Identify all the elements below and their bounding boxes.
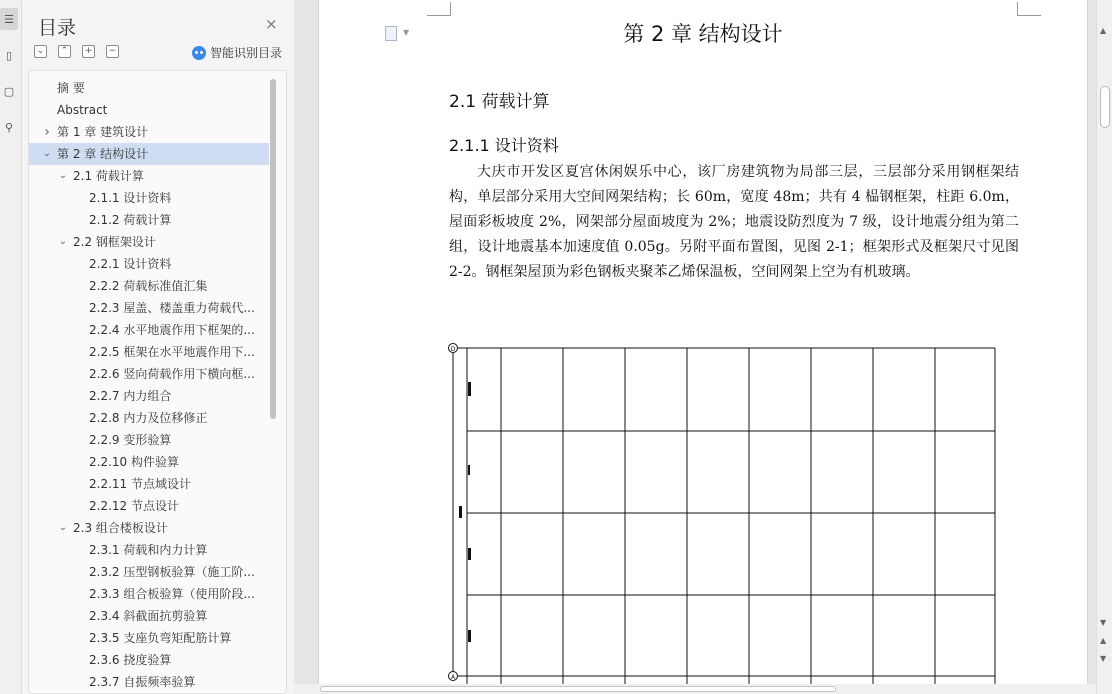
remove-item-button[interactable]: − (106, 45, 119, 58)
toc-item[interactable] (29, 583, 269, 605)
page-up-icon[interactable]: ▲ (1100, 636, 1107, 645)
axis-label-bottom: A (450, 674, 456, 681)
toc-tree (28, 70, 287, 694)
toc-item-label: 2.3.6 挠度验算 (89, 653, 172, 667)
toc-item[interactable] (29, 165, 269, 187)
toc-item[interactable] (29, 627, 269, 649)
outline-icon[interactable]: ☰ (0, 8, 18, 30)
toc-item-label: 2.3.7 自振频率验算 (89, 675, 196, 689)
vertical-scrollbar[interactable] (1096, 0, 1112, 694)
toc-item-label: 2.2.7 内力组合 (89, 389, 172, 403)
toc-item-label: 2.2.5 框架在水平地震作用下... (89, 345, 255, 359)
toc-item[interactable] (29, 649, 269, 671)
toc-item-label: 2.3.4 斜截面抗剪验算 (89, 609, 208, 623)
dimension-mark (459, 506, 462, 518)
toc-item-label: 2.2.10 构件验算 (89, 455, 179, 469)
toc-item[interactable] (29, 231, 269, 253)
chevron-right-icon[interactable]: › (44, 124, 50, 140)
toc-item-label: 第 1 章 建筑设计 (57, 125, 149, 139)
chevron-down-icon[interactable]: ⌄ (58, 170, 68, 181)
toc-item[interactable] (29, 143, 269, 165)
toc-item-label: 2.3.3 组合板验算（使用阶段... (89, 587, 255, 601)
toc-item-label: 第 2 章 结构设计 (57, 147, 149, 161)
toc-item-label: 2.3.1 荷载和内力计算 (89, 543, 208, 557)
toc-list (29, 77, 269, 693)
document-page (318, 0, 1088, 684)
toc-item[interactable] (29, 77, 269, 99)
toc-panel (22, 0, 294, 694)
scroll-up-icon[interactable]: ▲ (1100, 26, 1107, 35)
floor-plan-figure (447, 340, 1017, 684)
chevron-down-icon[interactable]: ⌄ (42, 148, 52, 159)
toc-item-label: 2.2.8 内力及位移修正 (89, 411, 208, 425)
side-icon-strip (0, 0, 22, 694)
toc-item-label: 2.2.4 水平地震作用下框架的... (89, 323, 255, 337)
chapter-title: 第 2 章 结构设计 (623, 22, 783, 46)
toc-item-label: Abstract (57, 103, 108, 117)
toc-scrollbar[interactable] (270, 79, 276, 419)
smart-toc-label: 智能识别目录 (210, 46, 283, 60)
toc-item[interactable] (29, 517, 269, 539)
smart-toc-button[interactable] (192, 44, 282, 61)
margin-corner-mark (1017, 2, 1041, 16)
toc-item-label: 2.1.1 设计资料 (89, 191, 172, 205)
toc-item-label: 2.2.11 节点域设计 (89, 477, 191, 491)
toc-item-label: 2.2.12 节点设计 (89, 499, 179, 513)
expand-all-button[interactable]: ⌃ (58, 45, 71, 58)
close-icon[interactable]: × (265, 15, 278, 33)
toc-item[interactable] (29, 297, 269, 319)
toc-item-label: 2.1 荷载计算 (73, 169, 144, 183)
toc-item[interactable] (29, 385, 269, 407)
page-icon[interactable]: ▢ (3, 84, 15, 98)
bookmark-icon[interactable]: ▯ (5, 48, 13, 62)
toc-item[interactable] (29, 561, 269, 583)
dimension-mark (468, 630, 471, 642)
page-down-icon[interactable]: ▼ (1100, 654, 1107, 663)
horizontal-scroll-thumb[interactable] (320, 686, 836, 692)
toc-item-label: 2.2.3 屋盖、楼盖重力荷载代... (89, 301, 255, 315)
scroll-down-icon[interactable]: ▼ (1100, 618, 1107, 627)
toc-item[interactable] (29, 121, 269, 143)
toc-item[interactable] (29, 363, 269, 385)
toc-item-label: 2.2.9 变形验算 (89, 433, 172, 447)
ai-robot-icon (192, 46, 206, 60)
toc-item[interactable] (29, 275, 269, 297)
chevron-down-icon[interactable]: ▼ (403, 28, 410, 37)
margin-corner-mark (427, 2, 451, 16)
toc-item-label: 摘 要 (57, 81, 85, 95)
toc-item[interactable] (29, 209, 269, 231)
document-area (294, 0, 1096, 684)
toc-item[interactable] (29, 319, 269, 341)
toc-title: 目录 (38, 17, 77, 39)
toc-item-label: 2.2 钢框架设计 (73, 235, 156, 249)
toc-item[interactable] (29, 341, 269, 363)
vertical-scroll-thumb[interactable] (1100, 86, 1110, 128)
add-item-button[interactable]: + (82, 45, 95, 58)
chevron-down-icon[interactable]: ⌄ (58, 236, 68, 247)
toc-item[interactable] (29, 407, 269, 429)
dimension-mark (468, 548, 471, 560)
toc-item-label: 2.2.2 荷载标准值汇集 (89, 279, 208, 293)
section-title: 2.1 荷载计算 (449, 92, 550, 112)
toc-item[interactable] (29, 253, 269, 275)
toc-item[interactable] (29, 451, 269, 473)
search-icon[interactable]: ⚲ (4, 120, 14, 134)
toc-item[interactable] (29, 671, 269, 693)
toc-item[interactable] (29, 473, 269, 495)
body-paragraph: 大庆市开发区夏宫休闲娱乐中心，该厂房建筑物为局部三层，三层部分采用钢框架结构，单层部分采用大空间网架结构；长 60m，宽度 48m；共有 4 榀钢框架，柱距 6.0m，屋面彩板坡度 2%，网架部分屋面坡度为 2%；地震设防烈度为 7 级，设计地震分组为第二组，设计地震基本加速度值 0.05g。另附平面布置图，见图 2-1；框架形式及框架尺寸见图 2-2。钢框架屋顶为彩色钢板夹聚苯乙烯保温板，空间网架上空为有机玻璃。 (449, 164, 1019, 280)
toc-item[interactable] (29, 495, 269, 517)
toc-item[interactable] (29, 539, 269, 561)
toc-item-label: 2.3 组合楼板设计 (73, 521, 168, 535)
toc-item[interactable] (29, 429, 269, 451)
collapse-all-button[interactable]: ⌄ (34, 45, 47, 58)
toc-item-label: 2.1.2 荷载计算 (89, 213, 172, 227)
horizontal-scrollbar[interactable] (294, 684, 1096, 694)
toc-item[interactable] (29, 187, 269, 209)
subsection-title: 2.1.1 设计资料 (449, 136, 559, 155)
toc-item-label: 2.2.6 竖向荷载作用下横向框... (89, 367, 255, 381)
toc-item[interactable] (29, 605, 269, 627)
dimension-mark (468, 382, 471, 396)
toc-item-label: 2.3.5 支座负弯矩配筋计算 (89, 631, 232, 645)
axis-label-top: D (450, 346, 456, 353)
toc-item-label: 2.3.2 压型钢板验算（施工阶... (89, 565, 255, 579)
dimension-mark (468, 465, 470, 475)
chevron-down-icon[interactable]: ⌄ (58, 522, 68, 533)
toc-item-label: 2.2.1 设计资料 (89, 257, 172, 271)
toc-item[interactable] (29, 99, 269, 121)
